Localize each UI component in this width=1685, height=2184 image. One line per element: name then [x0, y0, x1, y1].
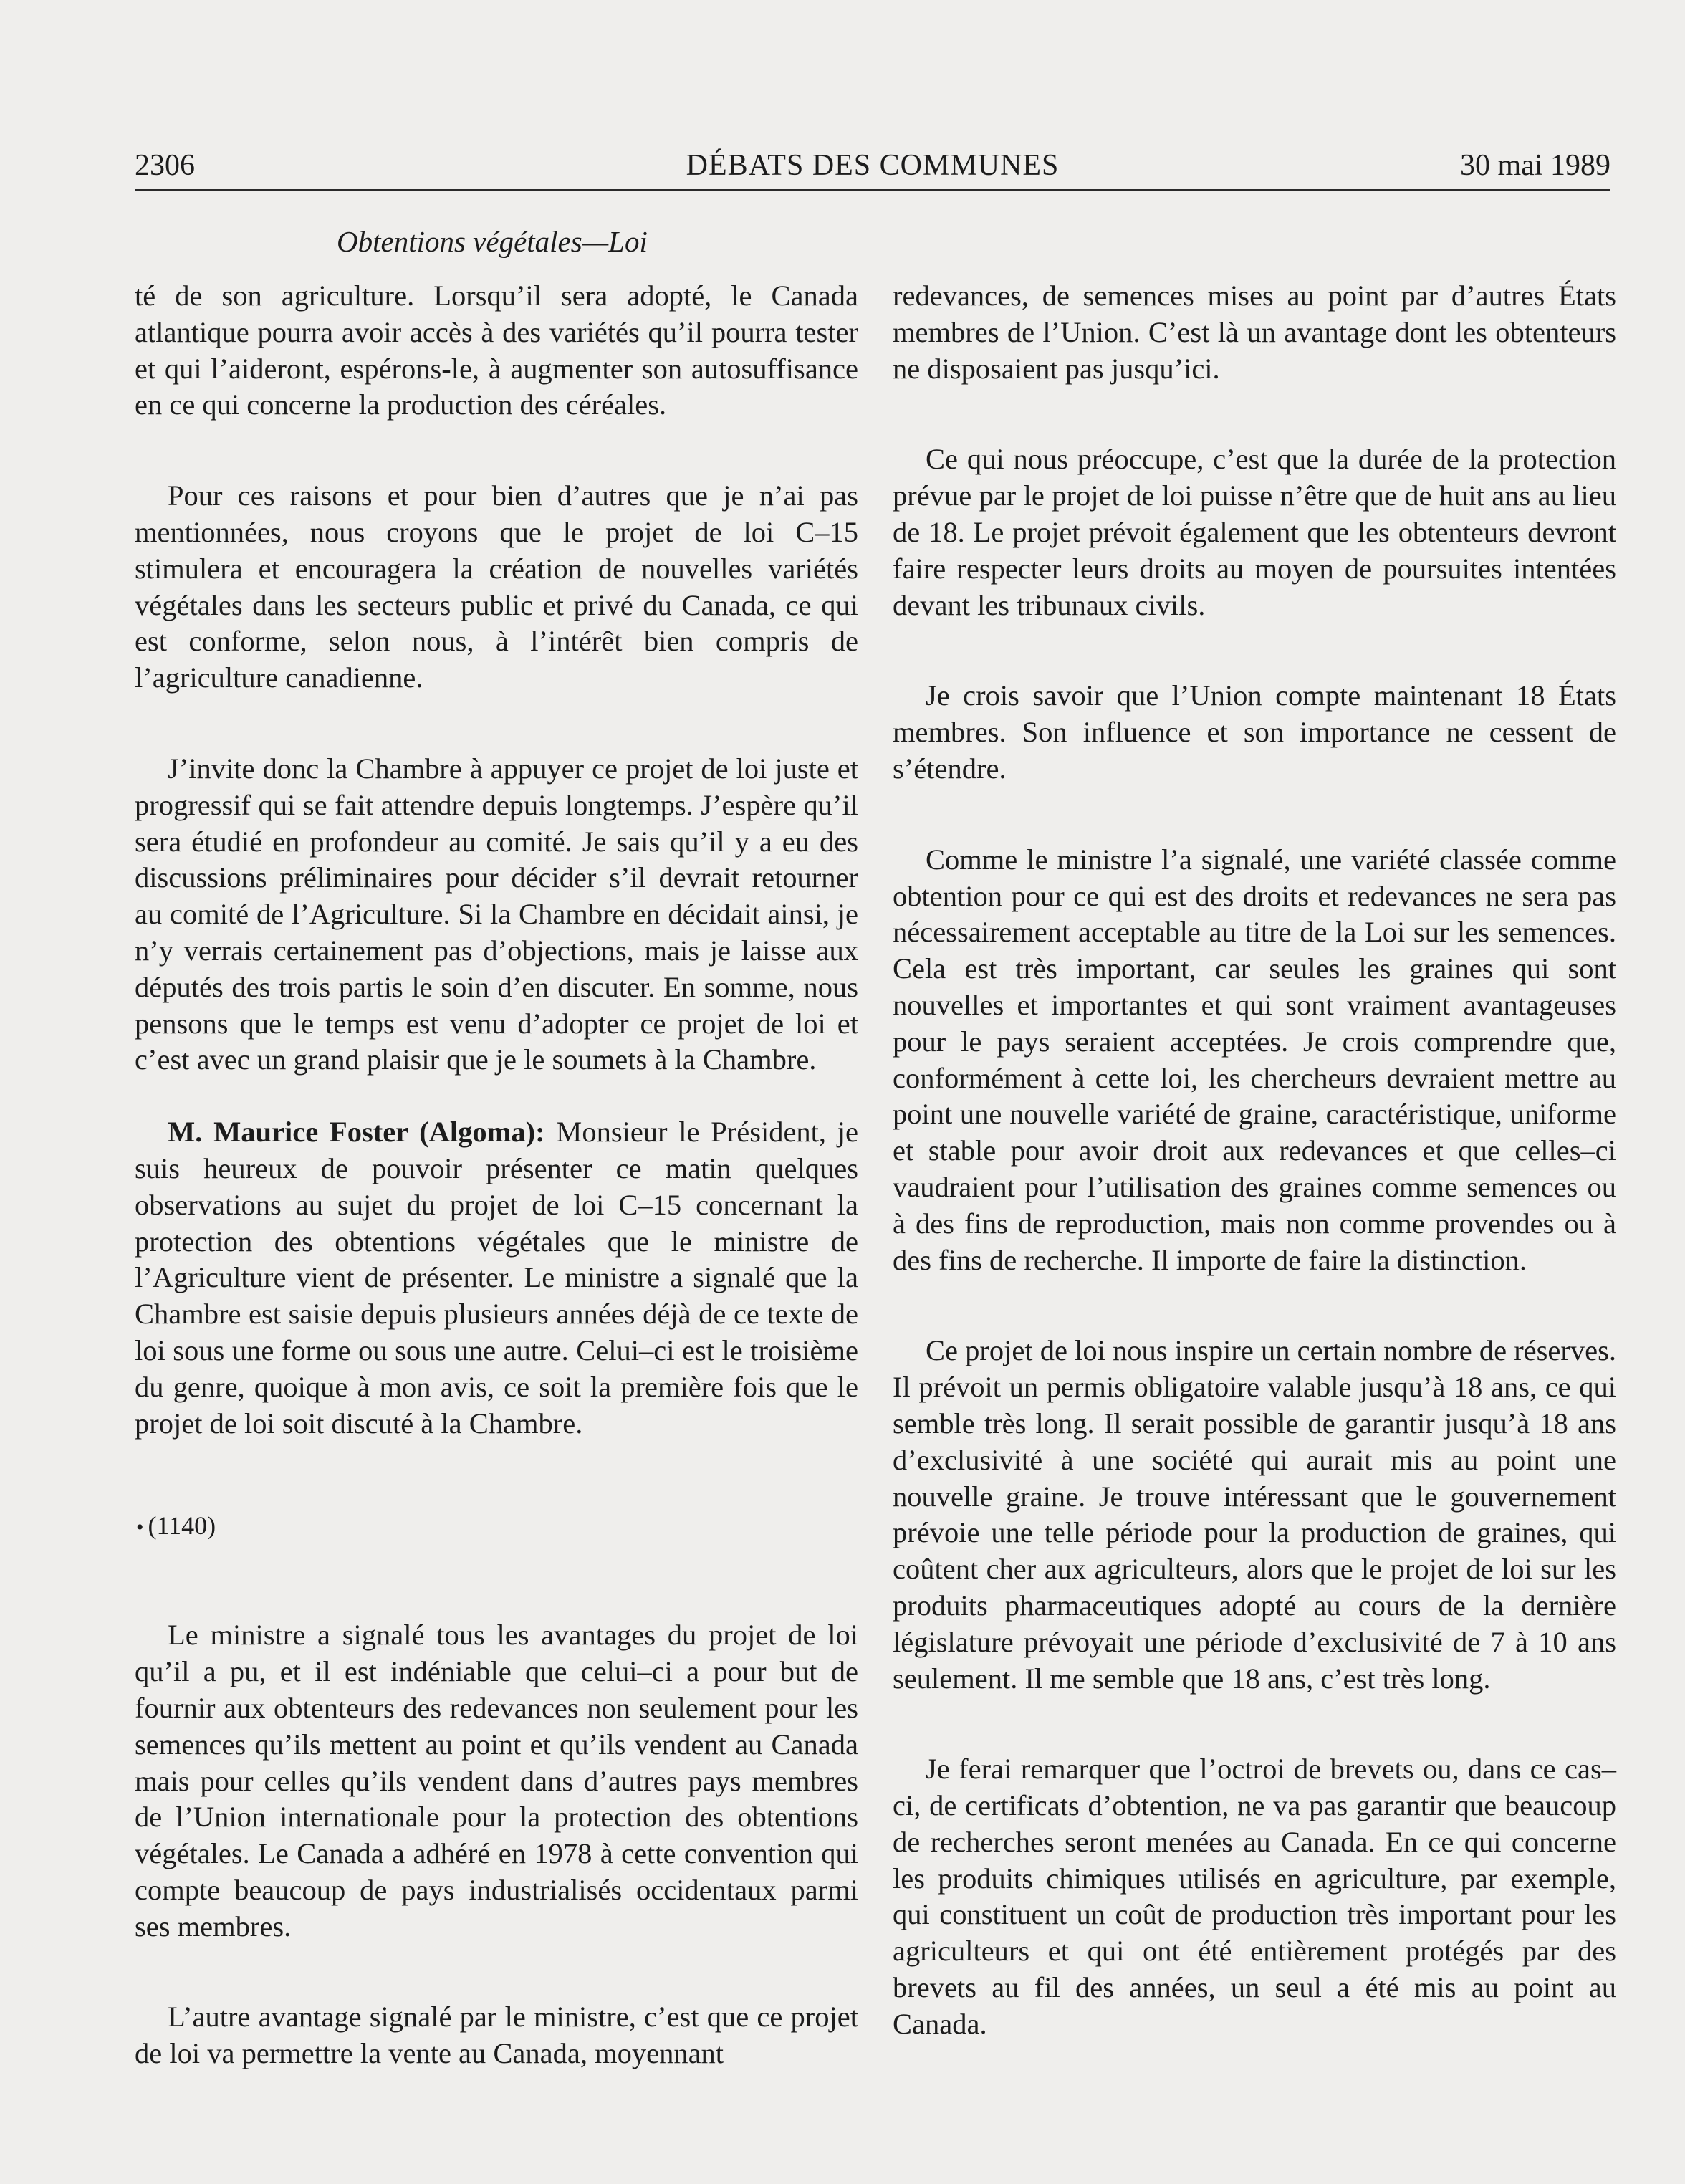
paragraph: Pour ces raisons et pour bien d’autres que je n’ai pas mentionnées, nous croyons que le projet de loi C–15 stimulera et encouragera la création de nouvelles variétés végétales dans les secteurs public et privé du Canada, ce qui est conforme, selon nous, à l’intérêt bien compris de l’agriculture canadienne.: [135, 479, 858, 694]
paragraph-gap: [893, 1278, 1616, 1333]
page-number: 2306: [135, 149, 195, 182]
header-rule: [135, 189, 1610, 191]
page-header: [135, 143, 1610, 188]
speech-text: Monsieur le Président, je suis heureux de pouvoir présenter ce matin quelques observations au sujet du projet de loi C–15 concernant la protection des obtentions végétales que le ministre de l’Agriculture vient de présenter. Le ministre a signalé que la Chambre est saisie depuis plusieurs années déjà de ce texte de loi sous une forme ou sous une autre. Celui–ci est le troisième du genre, quoique à mon avis, ce soit la première fois que le projet de loi soit discuté à la Chambre.: [135, 1116, 859, 1440]
paragraph-gap: [135, 1945, 858, 1999]
time-stamp-text: (1140): [148, 1511, 216, 1541]
paragraph-gap: [893, 623, 1616, 678]
paragraph-gap: [893, 787, 1616, 842]
paragraph: Ce projet de loi nous inspire un certain nombre de réserves. Il prévoit un permis obligatoire valable jusqu’à 18 ans, ce qui semble très long. Il serait possible de garantir jusqu’à 18 ans d’exclusivité à une société qui aurait mis au point une nouvelle graine. Je trouve intéressant que le gouvernement prévoie une telle période pour la production de graines, qui coûtent cher aux agriculteurs, alors que le projet de loi sur les produits pharmaceutiques adopté au cours de la dernière législature prévoyait une période d’exclusivité de 7 à 10 ans seulement. Il me semble que 18 ans, c’est très long.: [893, 1334, 1616, 1695]
paragraph: té de son agriculture. Lorsqu’il sera adopté, le Canada atlantique pourra avoir accès à des variétés qu’il pourra tester et qui l’aideront, espérons-le, à augmenter son autosuffisance en ce qui concerne la production des céréales.: [135, 279, 858, 421]
right-column: [893, 278, 1616, 2043]
paragraph: Je ferai remarquer que l’octroi de brevets ou, dans ce cas–ci, de certificats d’obtention, ne va pas garantir que beaucoup de recherches seront menées au Canada. En ce qui concerne les produits chimiques utilisés en agriculture, par exemple, qui constituent un coût de production très important pour les agriculteurs et qui ont été entièrement protégés par des brevets au fil des années, un seul a été mis au point au Canada.: [893, 1753, 1616, 2040]
paragraph-gap: [135, 1078, 858, 1114]
paragraph-gap: [893, 1697, 1616, 1751]
paragraph: Le ministre a signalé tous les avantages du projet de loi qu’il a pu, et il est indéniable que celui–ci a pour but de fournir aux obtenteurs des redevances non seulement pour les semences qu’ils mettent au point et qu’ils vendent au Canada mais pour celles qu’ils vendent dans d’autres pays membres de l’Union internationale pour la protection des obtentions végétales. Le Canada a adhéré en 1978 à cette convention qui compte beaucoup de pays industrialisés occidentaux parmi ses membres.: [135, 1619, 858, 1943]
speaker-name: M. Maurice Foster (Algoma):: [168, 1116, 545, 1149]
paragraph-gap: [135, 423, 858, 478]
paragraph: Comme le ministre l’a signalé, une variété classée comme obtention pour ce qui est des droits et redevances ne sera pas nécessairement acceptable au titre de la Loi sur les semences. Cela est très important, car seules les graines qui sont nouvelles et importantes et qui sont vraiment avantageuses pour le pays seraient acceptées. Je crois comprendre que, conformément à cette loi, les chercheurs devraient mettre au point une nouvelle variété de graine, caractéristique, uniforme et stable pour avoir droit aux redevances et que celles–ci vaudraient pour l’utilisation des graines comme semences ou à des fins de reproduction, mais non comme provendes ou à des fins de recherche. Il importe de faire la distinction.: [893, 843, 1616, 1276]
paragraph: Je crois savoir que l’Union compte maintenant 18 États membres. Son influence et son importance ne cessent de s’étendre.: [893, 679, 1616, 785]
paragraph-gap: [893, 387, 1616, 441]
bullet-icon: •: [136, 1515, 144, 1540]
paragraph-gap: [135, 1442, 858, 1508]
speech-paragraph: [135, 1114, 858, 1442]
paragraph: L’autre avantage signalé par le ministre, c’est que ce projet de loi va permettre la vente au Canada, moyennant: [135, 2001, 858, 2070]
page-date: 30 mai 1989: [1460, 149, 1610, 182]
paragraph-gap: [135, 696, 858, 751]
paragraph: Ce qui nous préoccupe, c’est que la durée de la protection prévue par le projet de loi puisse n’être que de huit ans au lieu de 18. Le projet prévoit également que les obtenteurs devront faire respecter leurs droits au moyen de poursuites intentées devant les tribunaux civils.: [893, 443, 1616, 621]
paragraph-gap: [135, 1546, 858, 1617]
paragraph: redevances, de semences mises au point par d’autres États membres de l’Union. C’est là un avantage dont les obtenteurs ne disposaient pas jusqu’ici.: [893, 279, 1616, 385]
running-title: Obtentions végétales—Loi: [337, 225, 648, 258]
time-stamp: [135, 1508, 858, 1546]
journal-title: DÉBATS DES COMMUNES: [686, 149, 1060, 182]
left-column: [135, 278, 858, 2072]
paragraph: J’invite donc la Chambre à appuyer ce projet de loi juste et progressif qui se fait attendre depuis longtemps. J’espère qu’il sera étudié en profondeur au comité. Je sais qu’il y a eu des discussions préliminaires pour décider s’il devrait retourner au comité de l’Agriculture. Si la Chambre en décidait ainsi, je n’y verrais certainement pas d’objections, mais je laisse aux députés des trois partis le soin d’en discuter. En somme, nous pensons que le temps est venu d’adopter ce projet de loi et c’est avec un grand plaisir que je le soumets à la Chambre.: [135, 752, 858, 1076]
